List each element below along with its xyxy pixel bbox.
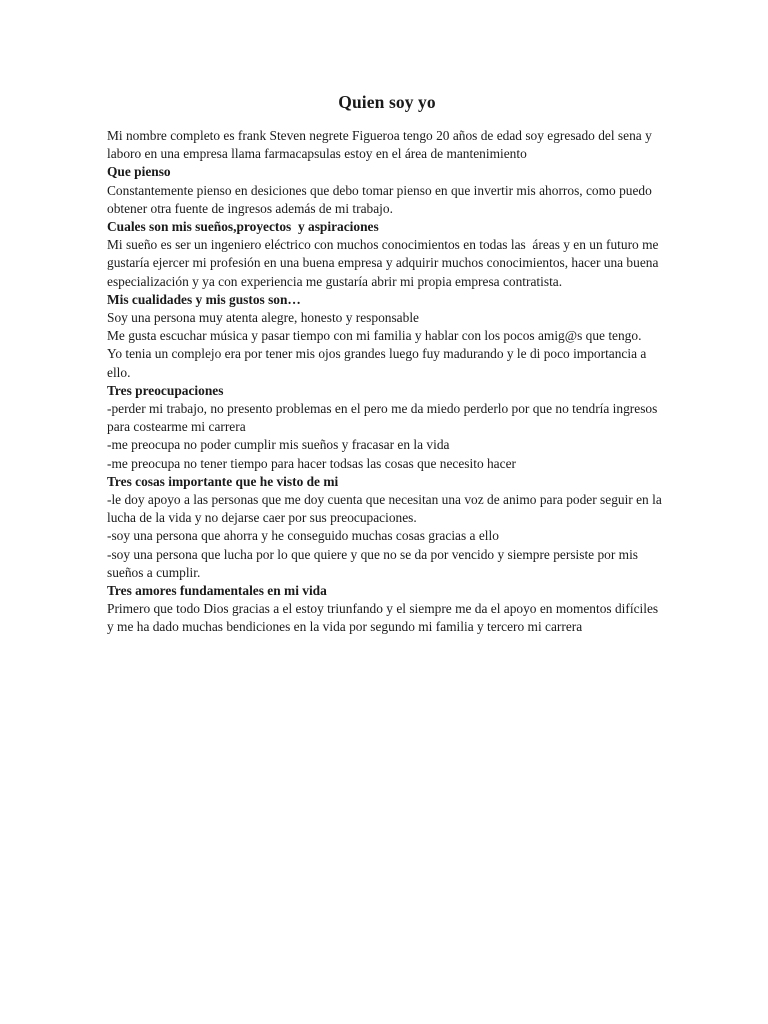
section-heading-suenos: Cuales son mis sueños,proyectos y aspiraciones: [107, 219, 379, 235]
worry-item-2: -me preocupa no poder cumplir mis sueños y fracasar en la vida: [107, 437, 450, 453]
complex-paragraph: Yo tenia un complejo era por tener mis ojos grandes luego fuy madurando y le di poco importancia a ello.: [107, 346, 650, 380]
section-heading-preocupaciones: Tres preocupaciones: [107, 382, 224, 398]
important-item-2: -soy una persona que ahorra y he conseguido muchas cosas gracias a ello: [107, 528, 499, 544]
section-heading-cosas-importantes: Tres cosas importante que he visto de mi: [107, 473, 339, 489]
section-heading-amores: Tres amores fundamentales en mi vida: [107, 583, 327, 599]
qualities-paragraph: Soy una persona muy atenta alegre, honesto y responsable: [107, 310, 419, 326]
important-item-1: -le doy apoyo a las personas que me doy cuenta que necesitan una voz de animo para poder seguir en la lucha de la vida y no dejarse caer por sus preocupaciones.: [107, 492, 666, 526]
important-item-3: -soy una persona que lucha por lo que quiere y que no se da por vencido y siempre persiste por mis sueños a cumplir.: [107, 546, 642, 580]
document-title: Quien soy yo: [338, 92, 436, 112]
worry-item-3: -me preocupa no tener tiempo para hacer todsas las cosas que necesito hacer: [107, 455, 516, 471]
likes-paragraph: Me gusta escuchar música y pasar tiempo con mi familia y hablar con los pocos amig@s que tengo.: [107, 328, 642, 344]
section-heading-cualidades: Mis cualidades y mis gustos son…: [107, 291, 301, 307]
dreams-paragraph: Mi sueño es ser un ingeniero eléctrico con muchos conocimientos en todas las áreas y en un futuro me gustaría ejercer mi profesión en una buena empresa y adquirir muchos conocimientos, hacer una buena especialización y ya con experiencia me gustaría abrir mi propia empresa contratista.: [107, 237, 662, 289]
section-heading-que-pienso: Que pienso: [107, 164, 171, 180]
loves-paragraph: Primero que todo Dios gracias a el estoy triunfando y el siempre me da el apoyo en momentos difíciles y me ha dado muchas bendiciones en la vida por segundo mi familia y tercero mi carrera: [107, 601, 662, 635]
document-body: [107, 127, 667, 637]
intro-paragraph: Mi nombre completo es frank Steven negrete Figueroa tengo 20 años de edad soy egresado del sena y laboro en una empresa llama farmacapsulas estoy en el área de mantenimiento: [107, 128, 656, 162]
thoughts-paragraph: Constantemente pienso en desiciones que debo tomar pienso en que invertir mis ahorros, como puedo obtener otra fuente de ingresos además de mi trabajo.: [107, 182, 656, 216]
worry-item-1: -perder mi trabajo, no presento problemas en el pero me da miedo perderlo por que no tendría ingresos para costearme mi carrera: [107, 401, 661, 435]
document-page: [107, 92, 667, 637]
